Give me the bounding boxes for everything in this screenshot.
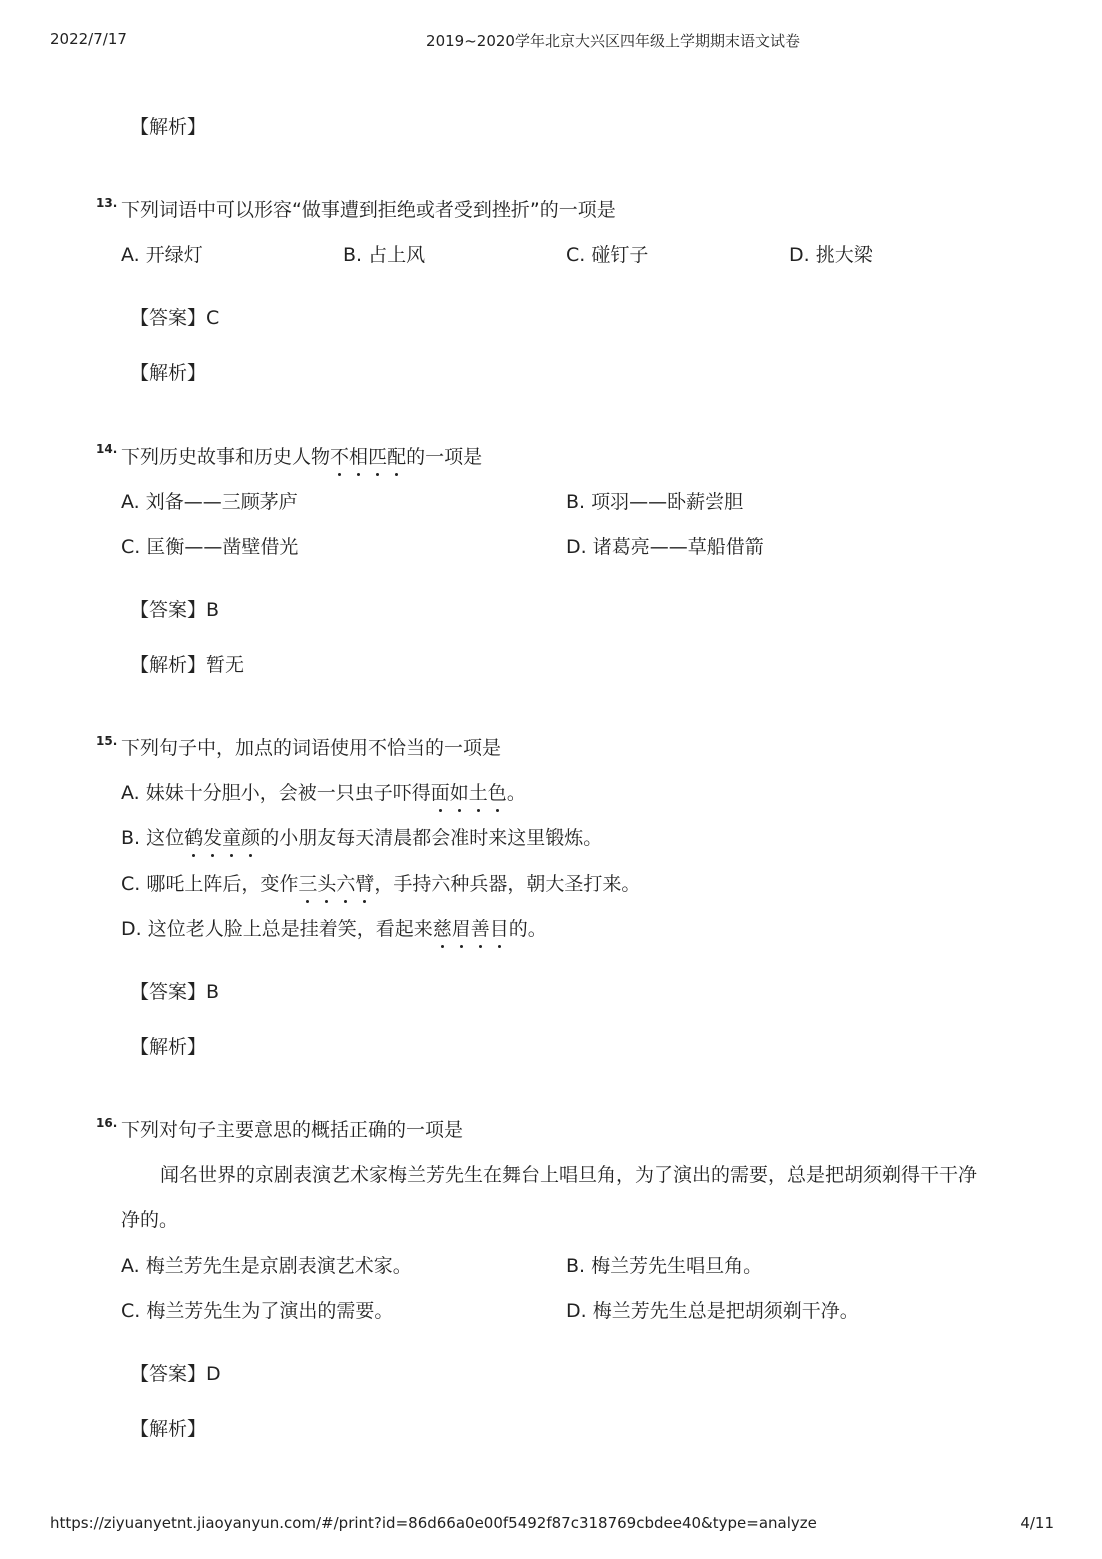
- option-d: D. 挑大梁: [789, 244, 873, 266]
- analysis-row: [130, 1420, 206, 1439]
- document-title: 2019~2020学年北京大兴区四年级上学期期末语文试卷: [426, 32, 800, 50]
- question-stem: [121, 448, 482, 467]
- emphasized-char: 相: [349, 446, 369, 468]
- answer-value: C: [206, 307, 220, 329]
- answer-value: B: [206, 981, 220, 1003]
- emphasized-char: 慈: [432, 918, 452, 940]
- emphasized-char: 鹤: [184, 827, 204, 849]
- option-text: A. 妹妹十分胆小，会被一只虫子吓得: [121, 782, 431, 804]
- analysis-value: 暂无: [206, 654, 245, 676]
- answer-row: [130, 309, 219, 328]
- question-stem: 下列句子中，加点的词语使用不恰当的一项是: [121, 737, 502, 759]
- option-b: B. 梅兰芳先生唱旦角。: [566, 1255, 763, 1277]
- option-b: B. 占上风: [343, 244, 426, 266]
- answer-label: 【答案】: [130, 1363, 207, 1385]
- answer-value: D: [206, 1363, 221, 1385]
- option-c: [121, 875, 640, 894]
- emphasized-char: 头: [317, 873, 337, 895]
- emphasized-char: 土: [468, 782, 488, 804]
- emphasized-char: 如: [449, 782, 469, 804]
- option-text: C. 哪吒上阵后，变作: [121, 873, 299, 895]
- page-url[interactable]: https://ziyuanyetnt.jiaoyanyun.com/#/print?id=86d66a0e00f5492f87c318769cbdee40&type=analyze: [50, 1514, 817, 1532]
- option-text: 。: [506, 782, 526, 804]
- option-c: C. 梅兰芳先生为了演出的需要。: [121, 1300, 394, 1322]
- option-d: D. 梅兰芳先生总是把胡须剃干净。: [566, 1300, 859, 1322]
- answer-label: 【答案】: [130, 599, 207, 621]
- emphasized-char: 匹: [368, 446, 388, 468]
- question-number: 13.: [96, 196, 118, 210]
- emphasized-char: 眉: [451, 918, 471, 940]
- question-number: 15.: [96, 734, 118, 748]
- emphasized-char: 色: [487, 782, 507, 804]
- answer-label: 【答案】: [130, 307, 207, 329]
- answer-row: [130, 983, 219, 1002]
- analysis-label: 【解析】: [130, 116, 207, 138]
- option-text: B. 这位: [121, 827, 185, 849]
- option-c: C. 碰钉子: [566, 244, 649, 266]
- question-stem: 下列词语中可以形容“做事遭到拒绝或者受到挫折”的一项是: [121, 199, 616, 221]
- answer-row: [130, 1365, 221, 1384]
- question-stem: 下列对句子主要意思的概括正确的一项是: [121, 1119, 464, 1141]
- option-text: D. 这位老人脸上总是挂着笑，看起来: [121, 918, 433, 940]
- analysis-label: 【解析】: [130, 654, 207, 676]
- analysis-row: [130, 1038, 206, 1057]
- option-a: A. 刘备——三顾茅庐: [121, 491, 298, 513]
- question-number: 14.: [96, 442, 118, 456]
- option-text: ，手持六种兵器，朝大圣打来。: [374, 873, 641, 895]
- emphasized-char: 面: [430, 782, 450, 804]
- passage-line: 净的。: [121, 1209, 179, 1231]
- emphasized-char: 善: [470, 918, 490, 940]
- stem-text: 下列历史故事和历史人物: [121, 446, 331, 468]
- analysis-row: [130, 364, 206, 383]
- emphasized-char: 颜: [241, 827, 261, 849]
- emphasized-char: 三: [298, 873, 318, 895]
- emphasized-char: 发: [203, 827, 223, 849]
- option-text: 的。: [508, 918, 547, 940]
- answer-label: 【答案】: [130, 981, 207, 1003]
- emphasized-char: 童: [222, 827, 242, 849]
- passage-line: 闻名世界的京剧表演艺术家梅兰芳先生在舞台上唱旦角，为了演出的需要，总是把胡须剃得干干净: [160, 1164, 978, 1186]
- question-number: 16.: [96, 1116, 118, 1130]
- answer-row: [130, 601, 219, 620]
- emphasized-char: 目: [489, 918, 509, 940]
- option-c: C. 匡衡——凿壁借光: [121, 536, 299, 558]
- emphasized-char: 配: [387, 446, 407, 468]
- answer-value: B: [206, 599, 220, 621]
- analysis-label: 【解析】: [130, 1418, 207, 1440]
- page-number: 4/11: [1020, 1514, 1054, 1532]
- emphasized-char: 不: [330, 446, 350, 468]
- option-b: B. 项羽——卧薪尝胆: [566, 491, 744, 513]
- option-text: 的小朋友每天清晨都会准时来这里锻炼。: [260, 827, 603, 849]
- emphasized-char: 臂: [355, 873, 375, 895]
- stem-text: 的一项是: [406, 446, 483, 468]
- option-a: A. 梅兰芳先生是京剧表演艺术家。: [121, 1255, 412, 1277]
- option-d: D. 诸葛亮——草船借箭: [566, 536, 764, 558]
- option-d: [121, 920, 547, 939]
- print-date: 2022/7/17: [50, 30, 127, 48]
- emphasized-char: 六: [336, 873, 356, 895]
- option-a: A. 开绿灯: [121, 244, 203, 266]
- analysis-row: [130, 656, 244, 675]
- option-b: [121, 829, 602, 848]
- option-a: [121, 784, 526, 803]
- analysis-label: 【解析】: [130, 362, 207, 384]
- analysis-label: 【解析】: [130, 1036, 207, 1058]
